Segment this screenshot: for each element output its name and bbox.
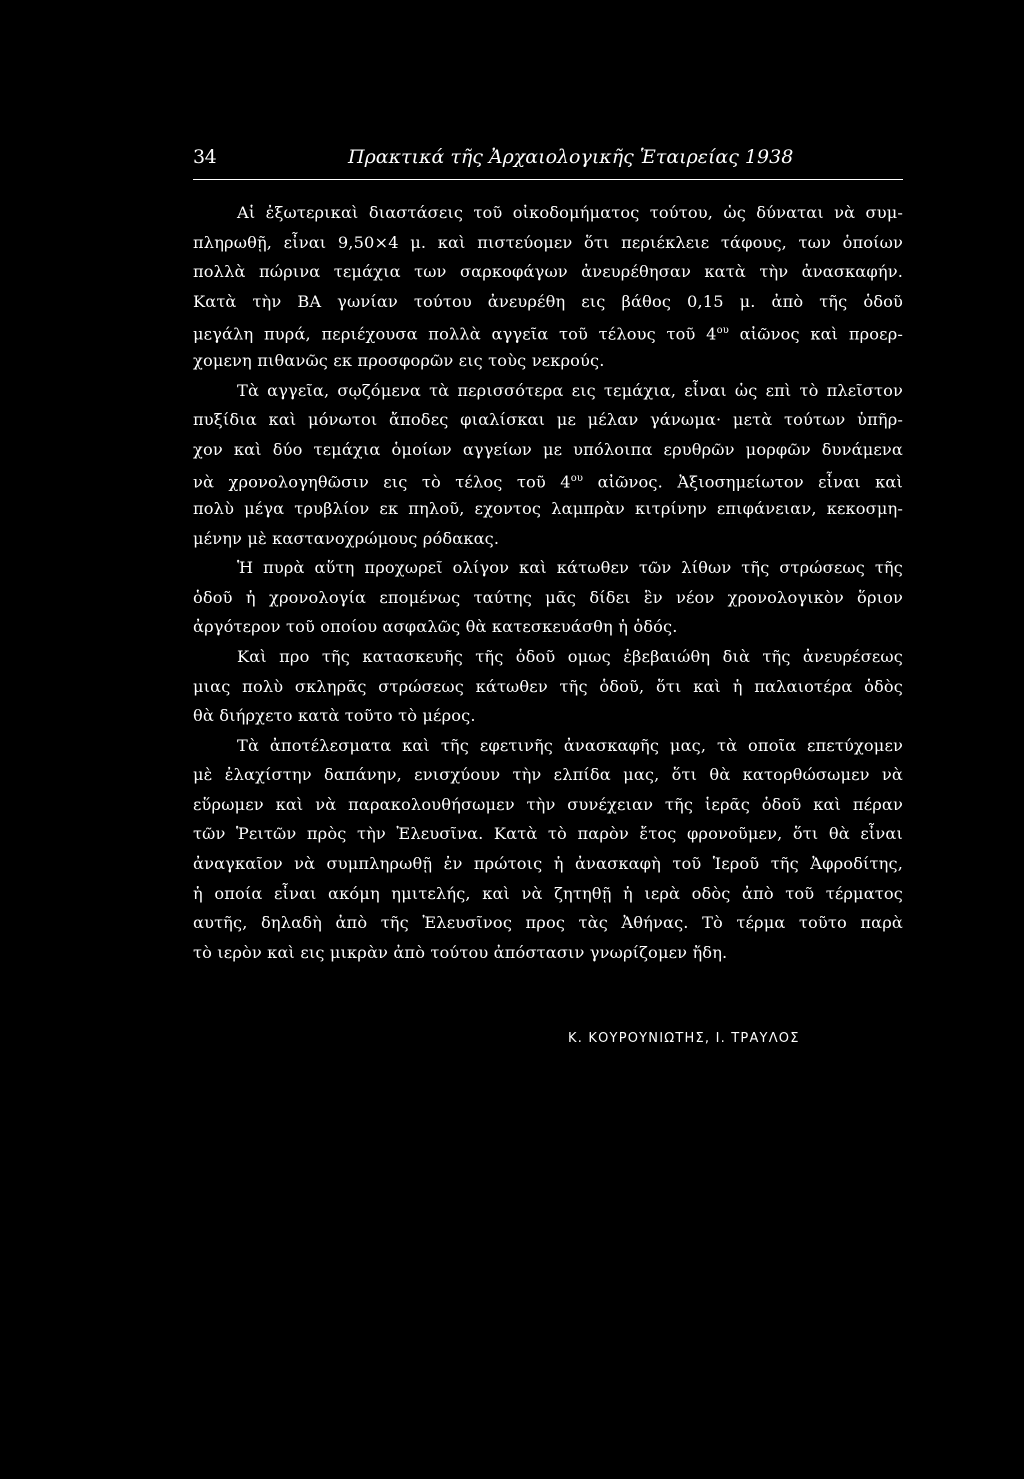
text-line: πυξίδια καὶ μόνωτοι ἄποδες φιαλίσκαι με μέλαν γάνωμα· μετὰ τούτων ὑπῆρ-: [193, 410, 903, 430]
text-line: ἀναγκαῖον νὰ συμπληρωθῇ ἐν πρώτοις ἡ ἀνασκαφὴ τοῦ Ἱεροῦ τῆς Ἀφροδίτης,: [193, 854, 903, 874]
text-line: πληρωθῇ, εἶναι 9,50×4 μ. καὶ πιστεύομεν ὅτι περιέκλειε τάφους, των ὁποίων: [193, 232, 903, 252]
header-rule: [193, 179, 903, 180]
text-line: πολλὰ πώρινα τεμάχια των σαρκοφάγων ἀνευρέθησαν κατὰ τὴν ἀνασκαφήν.: [193, 262, 903, 282]
ordinal-superscript: ου: [716, 325, 729, 337]
text-line: ἡ οποία εἶναι ακόμη ημιτελής, καὶ νὰ ζητηθῇ ἡ ιερὰ οδὸς ἀπὸ τοῦ τέρματος: [193, 883, 903, 903]
text-line: χον καὶ δύο τεμάχια ὁμοίων αγγείων με υπόλοιπα ερυθρῶν μορφῶν δυνάμενα: [193, 439, 903, 459]
text-line: αυτῆς, δηλαδὴ ἀπὸ τῆς Ἐλευσῖνος προς τὰς Ἀθήνας. Τὸ τέρμα τοῦτο παρὰ: [193, 913, 903, 933]
text-line: μεγάλη πυρά, περιέχουσα πολλὰ αγγεῖα τοῦ τέλους τοῦ $4^{o\upsilon}$ αἰῶνος καὶ προερ-: [193, 324, 904, 344]
text-line: εὕρωμεν καὶ νὰ παρακολουθήσωμεν τὴν συνέχειαν τῆς ἱερᾶς ὁδοῦ καὶ πέραν: [193, 794, 903, 814]
text-line: Τὰ ἀποτέλεσματα καὶ τῆς εφετινῆς ἀνασκαφῆς μας, τὰ οποῖα επετύχομεν: [237, 735, 903, 755]
text-line: Τὰ αγγεῖα, σῳζόμενα τὰ περισσότερα εις τεμάχια, εἶναι ὡς επὶ τὸ πλεῖστον: [237, 380, 903, 400]
text-line: θὰ διήρχετο κατὰ τοῦτο τὸ μέρος.: [193, 706, 476, 726]
author-signature: Κ. ΚΟΥΡΟΥΝΙΩΤΗΣ, Ι. ΤΡΑΥΛΟΣ: [568, 1031, 800, 1046]
text-line: Κατὰ τὴν ΒΑ γωνίαν τούτου ἀνευρέθη εις βάθος 0,15 μ. ἀπὸ τῆς ὁδοῦ: [193, 291, 903, 311]
text-line: μὲ ἐλαχίστην δαπάνην, ενισχύουν τὴν ελπίδα μας, ὅτι θὰ κατορθώσωμεν νὰ: [193, 765, 903, 785]
text-line: τὸ ιερὸν καὶ εις μικρὰν ἀπὸ τούτου ἀπόστασιν γνωρίζομεν ἤδη.: [193, 942, 728, 962]
ordinal-superscript: ου: [570, 473, 584, 485]
text-line: Ἡ πυρὰ αὕτη προχωρεῖ ολίγον καὶ κάτωθεν τῶν λίθων τῆς στρώσεως τῆς: [237, 558, 903, 578]
text-line: νὰ χρονολογηθῶσιν εις τὸ τέλος τοῦ $4^{o\upsilon}$ αἰῶνος. Ἀξιοσημείωτον εἶναι καὶ: [193, 472, 903, 492]
text-line: Αἱ ἐξωτερικαὶ διαστάσεις τοῦ οἰκοδομήματος τούτου, ὡς δύναται νὰ συμ-: [237, 203, 903, 222]
text-line: τῶν Ῥειτῶν πρὸς τὴν Ἐλευσῖνα. Κατὰ τὸ παρὸν ἔτος φρονοῦμεν, ὅτι θὰ εἶναι: [193, 824, 903, 844]
page-header: [193, 146, 903, 176]
page-number: 34: [193, 146, 217, 168]
text-line: μιας πολὺ σκληρᾶς στρώσεως κάτωθεν τῆς ὁδοῦ, ὅτι καὶ ἡ παλαιοτέρα ὁδὸς: [193, 676, 903, 696]
text-line: πολὺ μέγα τρυβλίον εκ πηλοῦ, εχοντος λαμπρὰν κιτρίνην επιφάνειαν, κεκοσμη-: [193, 498, 903, 518]
text-line: ὁδοῦ ἡ χρονολογία επομένως ταύτης μᾶς δίδει ἓν νέον χρονολογικὸν ὅριον: [193, 587, 903, 607]
body-text: [193, 198, 903, 967]
text-line: Καὶ προ τῆς κατασκευῆς τῆς ὁδοῦ ομως ἐβεβαιώθη διὰ τῆς ἀνευρέσεως: [237, 646, 903, 666]
running-title: Πρακτικά τῆς Ἀρχαιολογικῆς Ἑταιρείας 1938: [348, 146, 794, 168]
text-line: μένην μὲ καστανοχρώμους ρόδακας.: [193, 528, 500, 548]
text-line: χομενη πιθανῶς εκ προσφορῶν εις τοὺς νεκρούς.: [193, 350, 605, 370]
text-line: ἀργότερον τοῦ οποίου ασφαλῶς θὰ κατεσκευάσθη ἡ ὁδός.: [193, 617, 678, 637]
